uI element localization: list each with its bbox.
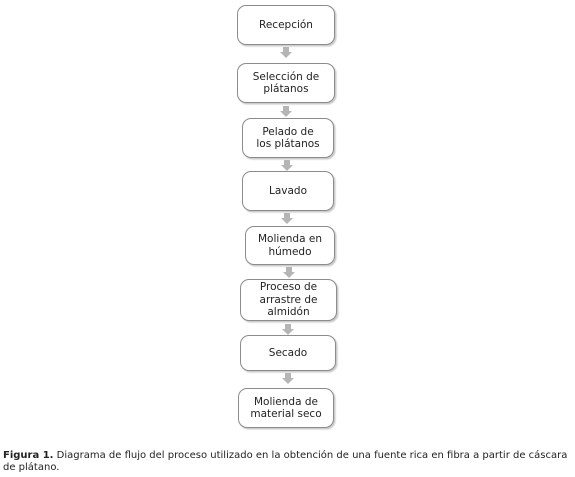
step-recepcion: [237, 5, 335, 45]
step-label: Proceso de arrastre de almidón: [259, 281, 318, 319]
arrow-down-icon: [281, 213, 293, 224]
step-secado: [240, 335, 336, 371]
step-molienda-en-humedo: [245, 226, 335, 265]
step-pelado-de-los-platanos: [242, 118, 334, 158]
step-seleccion-de-platanos: [237, 63, 335, 103]
arrow-down-icon: [282, 324, 294, 335]
step-label: Pelado de los plátanos: [256, 125, 320, 150]
arrow-down-icon: [282, 373, 294, 384]
step-lavado: [242, 171, 334, 211]
caption-text: Diagrama de flujo del proceso utilizado en la obtención de una fuente rica en fibra a partir de cáscara de plátano.: [3, 450, 568, 473]
figure-caption: [3, 450, 573, 474]
step-label: Recepción: [259, 18, 313, 31]
arrow-down-icon: [280, 106, 292, 117]
arrow-down-icon: [280, 47, 292, 58]
step-label: Selección de plátanos: [252, 70, 320, 95]
caption-label: Figura 1.: [3, 450, 54, 461]
arrow-down-icon: [283, 267, 295, 278]
step-label: Molienda en húmedo: [258, 233, 322, 258]
step-proceso-de-arrastre-de-almidon: [240, 279, 337, 321]
step-label: Molienda de material seco: [250, 395, 322, 420]
arrow-down-icon: [281, 160, 293, 171]
step-label: Secado: [268, 346, 308, 359]
step-molienda-de-material-seco: [238, 388, 334, 428]
step-label: Lavado: [268, 184, 308, 197]
